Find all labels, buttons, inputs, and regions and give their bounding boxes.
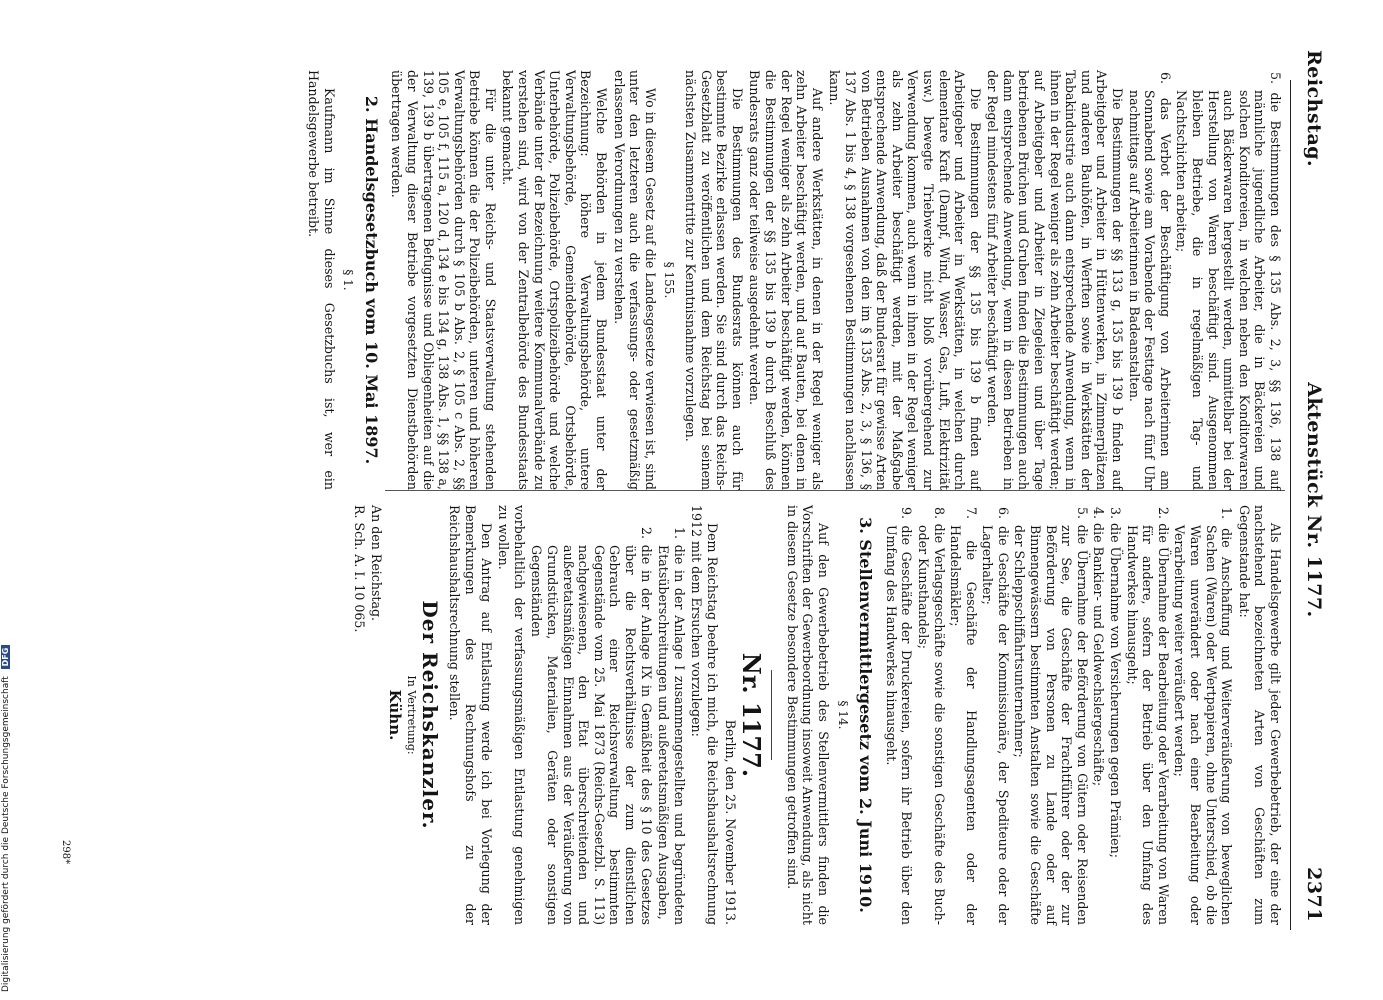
list-item: 1. die in der Anlage I zusammengestellten und begründeten Etatsüberschreitungen und außeretatsmäßigen Ausgaben, bbox=[656, 527, 687, 925]
section-heading: § 1. bbox=[341, 269, 356, 291]
paragraph: Auf andere Werkstätten, in denen in der Regel weniger als zehn Arbeiter beschäftigt werden, und auf Bauten, bei denen in der Regel weniger als zehn Arbeiter beschäftigt werden, können die Bestimmungen der §§ 135 bis 139 b durch Beschluß des Bundesrats ganz oder teilweise ausgedehnt werden. bbox=[747, 70, 825, 490]
signature-vertretung: In Vertretung: bbox=[405, 675, 419, 755]
list-item: 3. die Übernahme von Versicherungen gegen Prämien; bbox=[1108, 507, 1124, 858]
paragraph: Die Bestimmungen der §§ 135 bis 139 b finden auf Arbeitgeber und Arbeiter in Werkstätten, in welchen durch elementare Kraft (Dampf, Wind, Wasser, Gas, Luft, Elektrizität usw.) bewegte Triebwerke nicht bloß vorübergehend zur Verwendung kommen, auch wenn in ihnen in der Regel weniger als zehn Arbeiter beschäftigt werden, mit der Maßgabe entsprechende Anwendung, daß der Bundesrat für gewisse Arten von Betrieben Ausnahmen von den im § 135 Abs. 2, 3, § 136, § 137 Abs. 1 bis 4, § 138 vorgesehenen Bestimmungen nachlassen kann. bbox=[827, 70, 983, 490]
page-header bbox=[1297, 0, 1325, 1000]
list-item: 5. die Übernahme der Beförderung von Gütern oder Reisenden zur See, die Geschäfte der Frachtführer oder der zur Beförderung von Personen zu Lande oder auf Binnengewässern bestimmten Anstalten sowie die Geschäfte der Schleppschiffahrtsunternehmer; bbox=[1012, 507, 1090, 925]
list-item: 4. die Bankier- und Geldwechslergeschäfte; bbox=[1091, 507, 1107, 787]
list-item: 6. die Geschäfte der Kommissionäre, der Spediteure oder der Lagerhalter; bbox=[980, 507, 1011, 925]
column-divider bbox=[385, 490, 1285, 491]
header-title: Aktenstück Nr. 1177. bbox=[1303, 382, 1325, 618]
paragraph: Als Handelsgewerbe gilt jeder Gewerbebetrieb, der eine der nachstehend bezeichneten Arten von Geschäften zum Gegenstande hat: bbox=[1236, 505, 1283, 925]
list-item: 2. die Übernahme der Bearbeitung oder Verarbeitung von Waren für andere, sofern der Betrieb über den Umfang des Handwerkes hinausgeht; bbox=[1124, 507, 1171, 925]
paragraph: Dem Reichstag beehre ich mich, die Reichshaushaltsrechnung 1912 mit dem Ersuchen vorzulegen: bbox=[689, 505, 720, 925]
reference-number: R. Sch. A. I. 10 065. bbox=[351, 505, 367, 633]
list-item: 8. die Verlagsgeschäfte sowie die sonstigen Geschäfte des Buch- oder Kunsthandels; bbox=[915, 507, 947, 925]
section-heading: § 155. bbox=[662, 261, 677, 299]
header-left: Reichstag. bbox=[1303, 50, 1325, 168]
section-rule bbox=[771, 670, 772, 760]
paragraph: Den Antrag auf Entlastung werde ich bei Vorlegung der Bemerkungen des Rechnungshofs zu der Reichshaushaltsrechnung stellen. bbox=[447, 505, 494, 925]
left-column bbox=[303, 70, 1283, 490]
paragraph: Wo in diesem Gesetz auf die Landesgesetze verwiesen ist, sind unter den letzteren auch die verfassungs- oder gesetzmäßig erlassenen Verordnungen zu verstehen. bbox=[611, 70, 658, 490]
page-number: 2371 bbox=[1303, 867, 1325, 922]
paragraph: Auf den Gewerbebetrieb des Stellenvermittlers finden die Vorschriften der Gewerbeordnung insoweit Anwendung, als nicht in diesem Gesetze besondere Bestimmungen getroffen sind. bbox=[784, 505, 831, 925]
section-heading: § 14. bbox=[835, 700, 850, 730]
paragraph: Die Bestimmungen des Bundesrats können auch für bestimmte Bezirke erlassen werden. Sie sind durch das Reichs-Gesetzblatt zu veröffentlichen und dem Reichstag bei seinem nächsten Zusammentritte zur Kenntnisnahme vorzulegen. bbox=[683, 70, 745, 490]
document-page bbox=[35, 0, 1335, 1000]
paragraph: Kaufmann im Sinne dieses Gesetzbuchs ist, wer ein Handelsgewerbe betreibt. bbox=[305, 70, 337, 490]
header-rule bbox=[1290, 80, 1291, 930]
list-item: 1. die Anschaffung und Weiterveräußerung von beweglichen Sachen (Waren) oder Wertpapieren, ohne Unterschied, ob die Waren unverändert oder nach einer Bearbeitung oder Verarbeitung weiter veräußert werden; bbox=[1172, 507, 1235, 925]
list-item: 2. die in der Anlage IX in Gemäßheit des § 10 des Gesetzes über die Rechtsverhältnisse der zum dienstlichen Gebrauch einer Reichsverwaltung bestimmten Gegenstände vom 25. Mai 1873 (Reichs-Gesetzbl. S. 113) nachgewiesenen, den Etat überschreitenden und außeretatsmäßigen Einnahmen aus der Veräußerung von Grundstücken, Materialien, Geräten oder sonstigen Gegenständen bbox=[529, 527, 654, 925]
signature-title: Der Reichskanzler. bbox=[417, 600, 442, 830]
law-heading: 3. Stellenvermittlergesetz vom 2. Juni 1910. bbox=[856, 517, 876, 913]
signature-name: Kühn. bbox=[385, 689, 404, 741]
credit-text: Digitalisierung gefördert durch die Deutsche Forschungsgemeinschaft bbox=[1, 676, 11, 992]
list-item: 6. das Verbot der Beschäftigung von Arbeiterinnen am Sonnabend sowie am Vorabende der Festtage nach fünf Uhr nachmittags auf Arbeiterinnen in Badeanstalten. bbox=[1126, 72, 1173, 490]
law-heading: 2. Handelsgesetzbuch vom 10. Mai 1897. bbox=[361, 95, 381, 465]
digitization-credit bbox=[1, 600, 11, 992]
document-title: Nr. 1177. bbox=[737, 652, 767, 778]
recipient: An den Reichstag. bbox=[369, 505, 385, 622]
paragraph: Welche Behörden in jedem Bundesstaat unter der Bezeichnung: höhere Verwaltungsbehörde, untere Verwaltungsbehörde, Gemeindebehörde, Ortsbehörde, Unterbehörde, Polizeibehörde, Ortspolizeibehörde und welche Verbände unter der Bezeichnung weitere Kommunalverbände zu verstehen sind, wird von der Zentralbehörde des Bundesstaats bekannt gemacht. bbox=[500, 70, 610, 490]
paragraph: Für die unter Reichs- und Staatsverwaltung stehenden Betriebe können die der Polizeibehörden, unteren und höheren Verwaltungsbehörden durch § 105 b Abs. 2, § 105 c Abs. 2, §§ 105 e, 105 f, 115 a, 120 d, 134 e bis 134 g, 138 Abs. 1, §§ 138 a, 139, 139 b übertragenen Befugnisse und Obliegenheiten auf die der Verwaltung dieser Betriebe vorgesetzten Dienstbehörden übertragen werden. bbox=[389, 70, 498, 490]
paragraph: Die Bestimmungen der §§ 133 g, 135 bis 139 b finden auf Arbeitgeber und Arbeiter in Hüttenwerken, in Zimmerplätzen und anderen Bauhöfen, in Werften sowie in Werkstätten der Tabakindustrie auch dann entsprechende Anwendung, wenn in ihnen in der Regel weniger als zehn Arbeiter beschäftigt werden; auf Arbeitgeber und Arbeiter in Ziegeleien und über Tage betriebenen Brüchen und Gruben finden die Bestimmungen auch dann entsprechende Anwendung, wenn in diesen Betrieben in der Regel mindestens fünf Arbeiter beschäftigt werden. bbox=[985, 70, 1126, 490]
dfg-logo: DFG bbox=[1, 645, 10, 670]
list-item: 7. die Geschäfte der Handlungsagenten oder der Handelsmäkler; bbox=[948, 507, 979, 925]
place-date: Berlin, den 25. November 1913. bbox=[722, 719, 738, 925]
list-item: 5. die Bestimmungen des § 135 Abs. 2, 3, §§ 136, 138 auf männliche jugendliche Arbeiter, die in Bäckereien und solchen Konditoreien, in welchen neben den Konditorwaren auch Bäckerwaren hergestellt werden, unmittelbar bei der Herstellung von Waren beschäftigt sind. Ausgenommen bleiben Betriebe, die in regelmäßigen Tag- und Nachtschichten arbeiten; bbox=[1174, 72, 1283, 490]
paragraph: vorbehaltlich der verfassungsmäßigen Entlastung genehmigen zu wollen. bbox=[496, 505, 527, 925]
list-item: 9. die Geschäfte der Druckereien, sofern ihr Betrieb über den Umfang des Handwerkes hinausgeht. bbox=[883, 507, 915, 925]
page-mark: 298* bbox=[60, 840, 71, 865]
right-column bbox=[349, 505, 1283, 925]
